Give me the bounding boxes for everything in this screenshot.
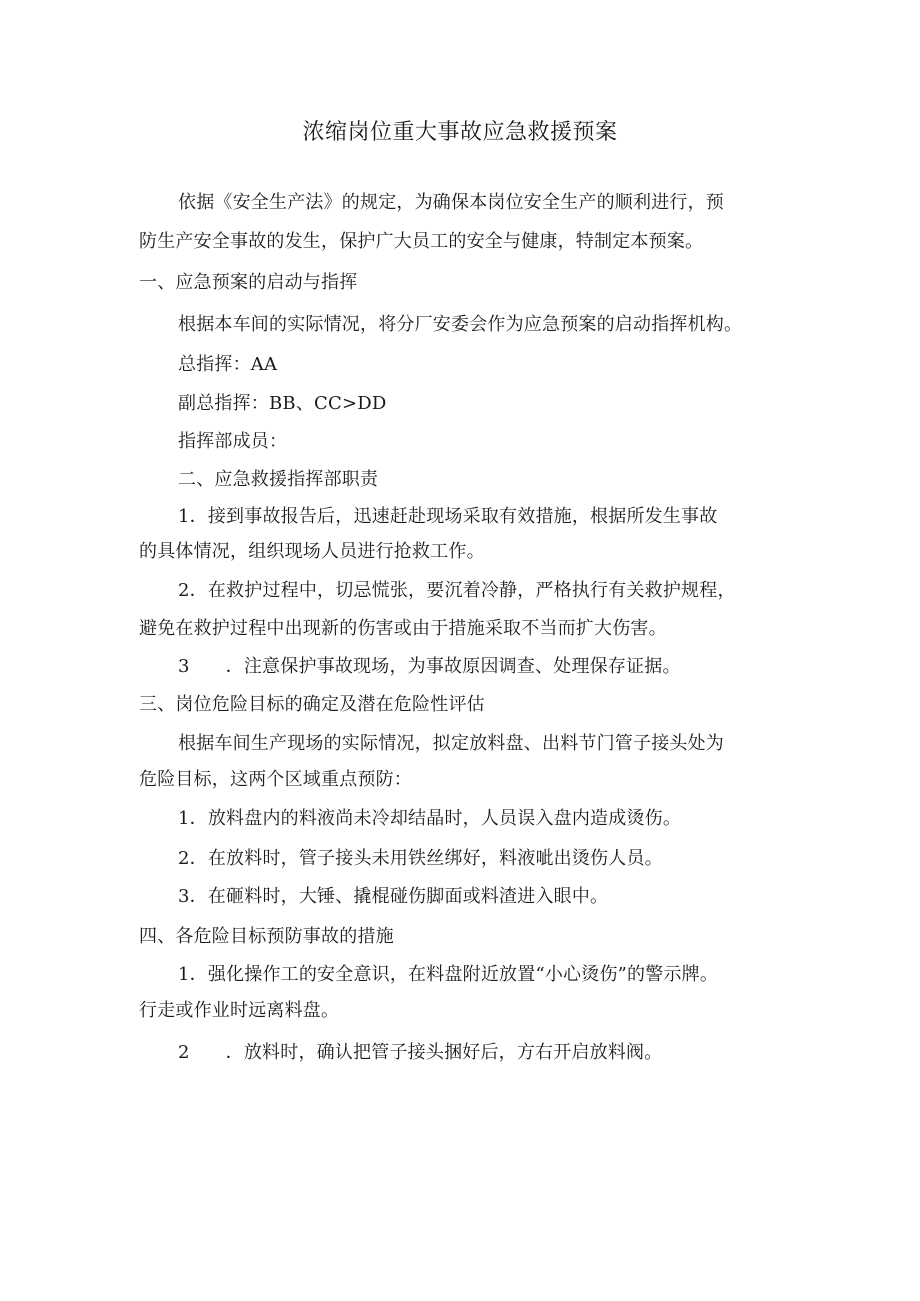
section1-deputy: 副总指挥：BB、CC>DD [178, 393, 387, 414]
section2-item3-number: 3 [178, 656, 190, 677]
section3-item1: 1．放料盘内的料液尚未冷却结晶时，人员误入盘内造成烫伤。 [178, 808, 682, 829]
section1-body: 根据本车间的实际情况，将分厂安委会作为应急预案的启动指挥机构。 [178, 314, 743, 335]
section3-item3: 3．在砸料时，大锤、撬棍碰伤脚面或料渣进入眼中。 [178, 886, 609, 907]
section4-item2-number: 2 [178, 1042, 190, 1063]
intro-line-1: 依据《安全生产法》的规定，为确保本岗位安全生产的顺利进行，预 [178, 192, 724, 213]
document-title: 浓缩岗位重大事故应急救援预案 [302, 120, 618, 145]
section1-commander: 总指挥：AA [178, 354, 278, 375]
section4-item2-text: ．放料时，确认把管子接头捆好后，方右开启放料阀。 [225, 1042, 663, 1063]
section3-body-line1: 根据车间生产现场的实际情况，拟定放料盘、出料节门管子接头处为 [178, 733, 724, 754]
section3-heading: 三、岗位危险目标的确定及潜在危险性评估 [139, 694, 485, 715]
section3-body-line2: 危险目标，这两个区域重点预防： [139, 769, 412, 790]
section2-heading: 二、应急救援指挥部职责 [178, 469, 379, 490]
intro-line-2: 防生产安全事故的发生，保护广大员工的安全与健康，特制定本预案。 [139, 231, 704, 252]
section4-item1-line1: 1．强化操作工的安全意识，在料盘附近放置“小心烫伤”的警示牌。 [178, 964, 719, 985]
section4-heading: 四、各危险目标预防事故的措施 [139, 926, 394, 947]
section2-item1-line2: 的具体情况，组织现场人员进行抢救工作。 [139, 541, 485, 562]
section2-item2-line1: 2．在救护过程中，切忌慌张，要沉着冷静，严格执行有关救护规程， [178, 580, 736, 601]
section4-item2 [178, 1040, 662, 1066]
section3-item2: 2．在放料时，管子接头未用铁丝绑好，料液呲出烫伤人员。 [178, 848, 663, 869]
section1-heading: 一、应急预案的启动与指挥 [139, 272, 358, 293]
section2-item2-line2: 避免在救护过程中出现新的伤害或由于措施采取不当而扩大伤害。 [139, 618, 667, 639]
section2-item3 [178, 654, 681, 680]
section2-item1-line1: 1．接到事故报告后，迅速赶赴现场采取有效措施，根据所发生事故 [178, 506, 718, 527]
section2-item3-text: ．注意保护事故现场，为事故原因调查、处理保存证据。 [225, 656, 681, 677]
section4-item1-line2: 行走或作业时远离料盘。 [139, 1000, 340, 1021]
section1-members: 指挥部成员： [178, 431, 288, 452]
